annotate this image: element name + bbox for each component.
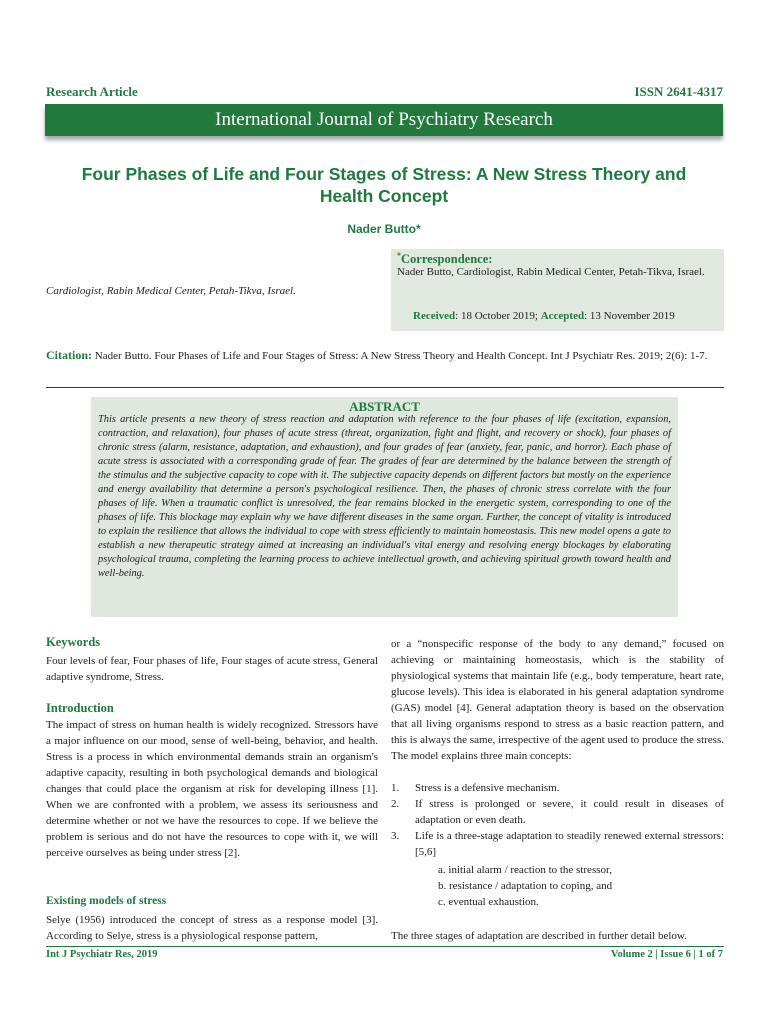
correspondence-heading: *Correspondence: [397,251,493,267]
abstract-box [91,397,678,617]
abstract-text: This article presents a new theory of stress reaction and adaptation with reference to the four phases of life (excitation, expansion, contraction, and relaxation), four phases of acute stress (threat, organization, fight and flight, and recovery or shock), four phases of chronic stress (alarm, resistance, adaptation, and exhaustion), and four grades of fear (anxiety, fear, panic, and horror). Each phase of acute stress is associated with a corresponding grade of fear. The grades of fear are determined by the balance between the strength of the stimulus and the subjective capacity to cope with it. The subjective capacity depends on different factors but mostly on the experience and energy availability that determine a person's psychological resilience. Then, the phases of chronic stress correlate with the four phases of life. When a traumatic conflict is unresolved, the fear remains blocked in the energetic system, corresponding to one of the phases of life. This blockage may explain why we have different diseases in the same organ. Further, the concept of vitality is introduced to explain the resilience that allows the individual to cope with stress efficiently to maintain homeostasis. This new model opens a gate to establish a new therapeutic strategy aimed at increasing an individual's vital energy and resolving energy blockages by elaborating psychological trauma, completing the learning process to achieve intellectual growth, and achieving spiritual growth toward health and well-being. [98,414,671,579]
final-sentence: The three stages of adaptation are described in further detail below. [391,930,687,942]
keywords-text: Four levels of fear, Four phases of life, Four stages of acute stress, General adaptive syndrome, Stress. [46,655,378,683]
journal-banner: International Journal of Psychiatry Research [45,104,723,136]
citation-label: Citation: [46,348,92,362]
concepts-list [391,780,724,860]
introduction-text: The impact of stress on human health is widely recognized. Stressors have a major influence on our mood, sense of well-being, behavior, and health. Stress is a process in which environmental demands strain an organism's adaptive capacity, resulting in both psychological demands and biological changes that could place the organism at risk for developing illness [1]. When we are confronted with a problem, we assess its seriousness and determine whether or not we have the resources to cope. If we believe the problem is serious and do not have the resources to cope with it, we will perceive ourselves as being under stress [2]. [46,719,378,859]
correspondence-text: Nader Butto, Cardiologist, Rabin Medical Center, Petah-Tikva, Israel. [397,266,705,278]
list-item: 2. If stress is prolonged or severe, it could result in diseases of adaptation or even death. [391,798,724,826]
abstract-heading: ABSTRACT [349,399,420,414]
author-affiliation: Cardiologist, Rabin Medical Center, Petah-Tikva, Israel. [46,285,296,297]
list-item: c. eventual exhaustion. [438,896,539,908]
list-item: 1. Stress is a defensive mechanism. [391,782,560,794]
footer-divider [46,946,724,947]
introduction-heading: Introduction [46,701,114,715]
keywords-heading: Keywords [46,635,101,649]
list-item: b. resistance / adaptation to coping, and [438,880,613,892]
author-name: Nader Butto* [347,222,421,236]
divider [46,387,724,388]
received-accepted-dates: Received: 18 October 2019; Accepted: 13 November 2019 [413,310,675,322]
list-item: 3. Life is a three-stage adaptation to steadily renewed external stressors: [5,6] [391,830,724,858]
paper-title: Four Phases of Life and Four Stages of Stress: A New Stress Theory and Health Concept [81,164,687,206]
existing-models-text: Selye (1956) introduced the concept of stress as a response model [3]. According to Selye, stress is a physiological response pattern, [46,914,378,942]
article-type-label: Research Article [46,84,138,99]
citation-text: Nader Butto. Four Phases of Life and Four Stages of Stress: A New Stress Theory and Health Concept. Int J Psychiatr Res. 2019; 2(6): 1-7. [92,350,708,362]
issn-label: ISSN 2641-4317 [634,84,723,99]
correspondence-box [391,249,724,331]
stages-sublist [438,862,718,910]
right-column-paragraph: or a “nonspecific response of the body to any demand,” focused on achieving or maintaining homeostasis, which is the stability of physiological systems that maintain life (e.g., body temperature, heart rate, glucose levels). This idea is elaborated in his general adaptation syndrome (GAS) model [4]. General adaptation theory is based on the observation that all living organisms respond to stress as a basic reaction pattern, and this is always the same, irrespective of the agent used to produce the stress. The model explains three main concepts: [391,638,724,762]
citation [46,347,724,364]
existing-models-heading: Existing models of stress [46,895,167,907]
footer-page-info: Volume 2 | Issue 6 | 1 of 7 [610,949,723,960]
footer-journal: Int J Psychiatr Res, 2019 [46,949,158,960]
list-item: a. initial alarm / reaction to the stressor, [438,864,612,876]
